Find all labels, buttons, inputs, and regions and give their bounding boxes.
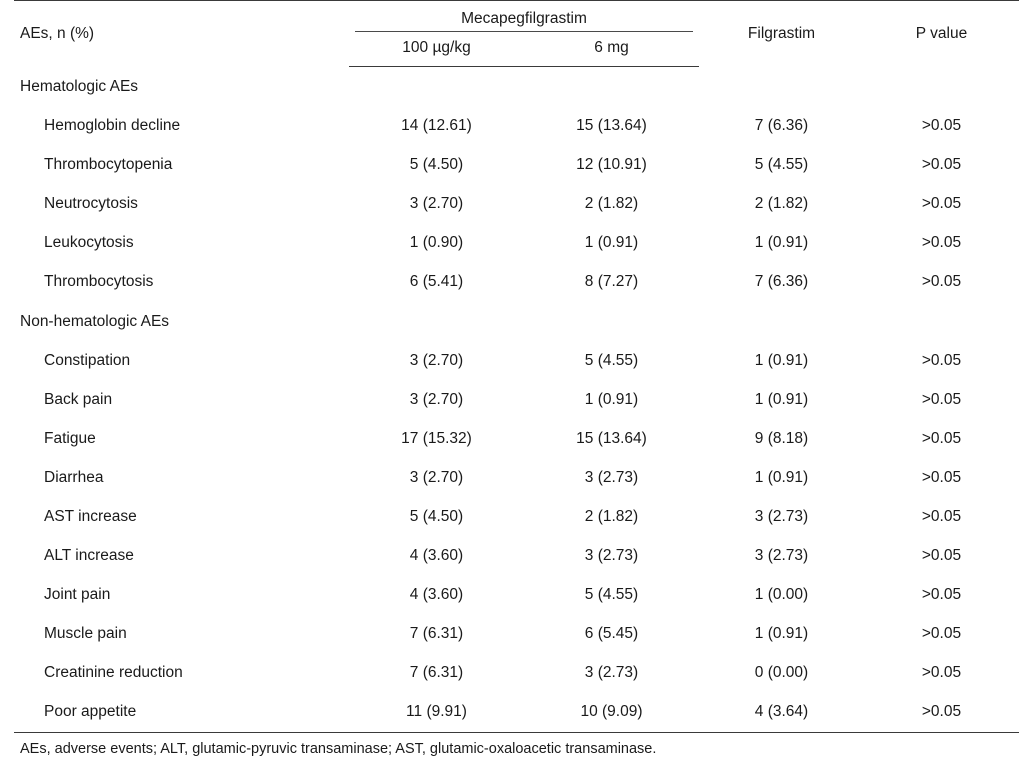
row-filgrastim: 0 (0.00) [699, 654, 864, 693]
row-dose2: 12 (10.91) [524, 146, 699, 185]
table-row [14, 185, 1019, 224]
table-row [14, 654, 1019, 693]
row-filgrastim: 1 (0.91) [699, 459, 864, 498]
row-dose2: 8 (7.27) [524, 263, 699, 302]
table-row [14, 107, 1019, 146]
table-row [14, 342, 1019, 381]
table-row [14, 576, 1019, 615]
table-row [14, 498, 1019, 537]
row-pvalue: >0.05 [864, 693, 1019, 733]
row-pvalue: >0.05 [864, 146, 1019, 185]
row-label: Creatinine reduction [14, 654, 349, 693]
row-dose2: 15 (13.64) [524, 420, 699, 459]
row-label: Constipation [14, 342, 349, 381]
row-label: Joint pain [14, 576, 349, 615]
row-dose2: 10 (9.09) [524, 693, 699, 733]
row-pvalue: >0.05 [864, 420, 1019, 459]
row-label: Leukocytosis [14, 224, 349, 263]
header-label-col: AEs, n (%) [14, 1, 349, 67]
row-filgrastim: 3 (2.73) [699, 498, 864, 537]
row-dose1: 14 (12.61) [349, 107, 524, 146]
row-pvalue: >0.05 [864, 498, 1019, 537]
row-dose2: 5 (4.55) [524, 342, 699, 381]
row-label: Hemoglobin decline [14, 107, 349, 146]
row-dose2: 2 (1.82) [524, 185, 699, 224]
row-dose2: 6 (5.45) [524, 615, 699, 654]
row-dose2: 1 (0.91) [524, 224, 699, 263]
table-row [14, 459, 1019, 498]
row-dose1: 3 (2.70) [349, 342, 524, 381]
row-filgrastim: 1 (0.91) [699, 224, 864, 263]
row-pvalue: >0.05 [864, 615, 1019, 654]
row-filgrastim: 7 (6.36) [699, 263, 864, 302]
table-footnote: AEs, adverse events; ALT, glutamic-pyruvic transaminase; AST, glutamic-oxaloacetic transaminase. [14, 733, 1019, 759]
row-pvalue: >0.05 [864, 263, 1019, 302]
section-title: Non-hematologic AEs [14, 302, 349, 342]
row-label: Back pain [14, 381, 349, 420]
row-dose2: 1 (0.91) [524, 381, 699, 420]
row-label: Poor appetite [14, 693, 349, 733]
row-dose2: 3 (2.73) [524, 459, 699, 498]
row-dose2: 15 (13.64) [524, 107, 699, 146]
row-pvalue: >0.05 [864, 185, 1019, 224]
row-label: Thrombocytosis [14, 263, 349, 302]
row-dose1: 7 (6.31) [349, 654, 524, 693]
row-dose2: 5 (4.55) [524, 576, 699, 615]
table-row [14, 420, 1019, 459]
row-dose1: 3 (2.70) [349, 381, 524, 420]
row-pvalue: >0.05 [864, 459, 1019, 498]
row-filgrastim: 3 (2.73) [699, 537, 864, 576]
table-row [14, 693, 1019, 733]
row-dose1: 1 (0.90) [349, 224, 524, 263]
header-sub-dose2: 6 mg [524, 32, 699, 67]
table-section-header [14, 67, 1019, 107]
table-row [14, 263, 1019, 302]
header-sub-dose1: 100 µg/kg [349, 32, 524, 67]
row-filgrastim: 7 (6.36) [699, 107, 864, 146]
row-dose2: 3 (2.73) [524, 537, 699, 576]
header-filgrastim: Filgrastim [699, 1, 864, 67]
row-label: ALT increase [14, 537, 349, 576]
row-filgrastim: 1 (0.91) [699, 381, 864, 420]
header-group-mecapegfilgrastim: Mecapegfilgrastim [349, 1, 699, 32]
row-pvalue: >0.05 [864, 537, 1019, 576]
table-header-group-row [14, 1, 1019, 32]
row-dose1: 7 (6.31) [349, 615, 524, 654]
row-dose1: 17 (15.32) [349, 420, 524, 459]
adverse-events-table [14, 0, 1019, 733]
row-dose1: 4 (3.60) [349, 537, 524, 576]
row-label: Fatigue [14, 420, 349, 459]
row-filgrastim: 1 (0.00) [699, 576, 864, 615]
row-pvalue: >0.05 [864, 342, 1019, 381]
row-pvalue: >0.05 [864, 381, 1019, 420]
row-dose2: 3 (2.73) [524, 654, 699, 693]
table-row [14, 615, 1019, 654]
row-pvalue: >0.05 [864, 107, 1019, 146]
row-filgrastim: 5 (4.55) [699, 146, 864, 185]
row-filgrastim: 4 (3.64) [699, 693, 864, 733]
row-label: Thrombocytopenia [14, 146, 349, 185]
row-label: Neutrocytosis [14, 185, 349, 224]
row-filgrastim: 1 (0.91) [699, 342, 864, 381]
row-label: Muscle pain [14, 615, 349, 654]
header-p-value: P value [864, 1, 1019, 67]
row-dose1: 3 (2.70) [349, 185, 524, 224]
row-dose1: 5 (4.50) [349, 146, 524, 185]
row-dose1: 4 (3.60) [349, 576, 524, 615]
row-filgrastim: 1 (0.91) [699, 615, 864, 654]
row-dose1: 5 (4.50) [349, 498, 524, 537]
table-row [14, 381, 1019, 420]
row-dose1: 11 (9.91) [349, 693, 524, 733]
row-filgrastim: 9 (8.18) [699, 420, 864, 459]
table-row [14, 537, 1019, 576]
row-pvalue: >0.05 [864, 576, 1019, 615]
section-title: Hematologic AEs [14, 67, 349, 107]
row-dose1: 3 (2.70) [349, 459, 524, 498]
row-filgrastim: 2 (1.82) [699, 185, 864, 224]
table-section-header [14, 302, 1019, 342]
row-label: AST increase [14, 498, 349, 537]
row-pvalue: >0.05 [864, 654, 1019, 693]
row-pvalue: >0.05 [864, 224, 1019, 263]
row-dose2: 2 (1.82) [524, 498, 699, 537]
table-row [14, 146, 1019, 185]
table-row [14, 224, 1019, 263]
row-label: Diarrhea [14, 459, 349, 498]
row-dose1: 6 (5.41) [349, 263, 524, 302]
